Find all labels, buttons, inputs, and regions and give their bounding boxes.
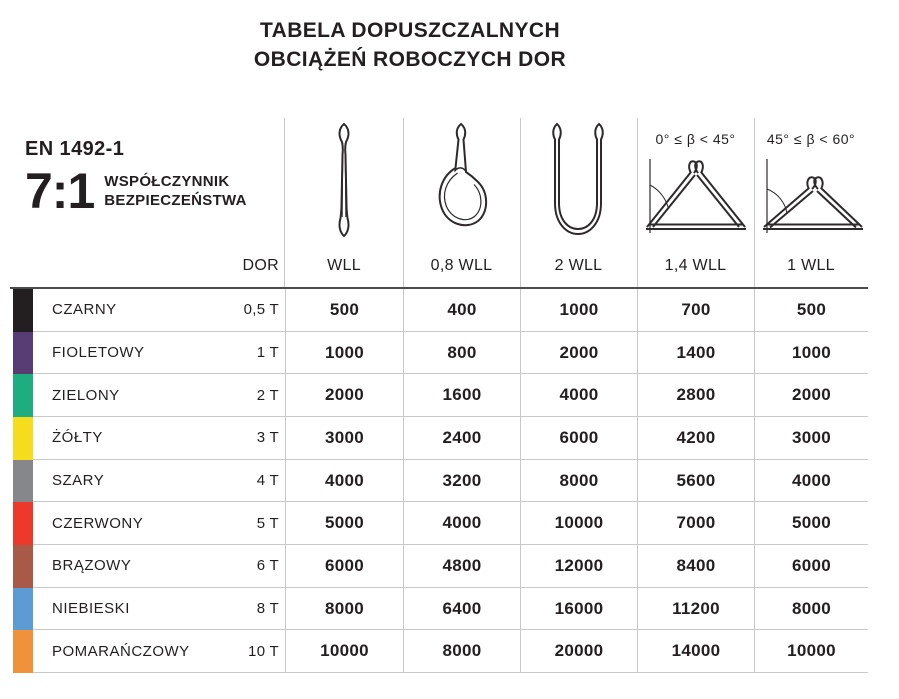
- wll-value: 1000: [285, 332, 403, 375]
- wll08-value: 1600: [403, 374, 520, 417]
- two-leg-sling-angle-45-icon: [640, 157, 752, 237]
- standard-label: EN 1492-1: [25, 138, 125, 160]
- wll2-value: 16000: [520, 588, 637, 631]
- color-swatch: [13, 289, 33, 332]
- color-name: SZARY: [52, 472, 105, 490]
- wll-value: 5000: [285, 502, 403, 545]
- wll-value: 8000: [285, 588, 403, 631]
- two-leg-sling-angle-60-icon: [757, 157, 869, 237]
- choker-hitch-sling-icon: [433, 121, 489, 239]
- standard-block: [25, 138, 275, 219]
- safety-factor: [25, 163, 275, 219]
- page-title-line1: TABELA DOPUSZCZALNYCH: [259, 19, 561, 42]
- dor-value: 10 T: [248, 642, 279, 660]
- wll2-value: 4000: [520, 374, 637, 417]
- wll2-value: 12000: [520, 545, 637, 588]
- wll1-value: 500: [754, 289, 868, 332]
- table-row-fioletowy: [13, 332, 868, 375]
- wll1-value: 10000: [754, 630, 868, 673]
- wll2-value: 20000: [520, 630, 637, 673]
- wll08-value: 400: [403, 289, 520, 332]
- wll-value: 500: [285, 289, 403, 332]
- wll2-value: 2000: [520, 332, 637, 375]
- color-swatch: [13, 417, 33, 460]
- wll1-value: 1000: [754, 332, 868, 375]
- wll08-value: 6400: [403, 588, 520, 631]
- wll2-value: 6000: [520, 417, 637, 460]
- wll14-value: 700: [637, 289, 754, 332]
- table-body: [13, 289, 868, 673]
- wll-value: 6000: [285, 545, 403, 588]
- page-title-line2: OBCIĄŻEŃ ROBOCZYCH DOR: [253, 48, 567, 72]
- table-row-pomaranczowy: [13, 630, 868, 673]
- dor-value: 8 T: [256, 600, 279, 618]
- wll14-value: 5600: [637, 460, 754, 503]
- angle-range-45-label: 0° ≤ β < 45°: [655, 131, 736, 147]
- dor-value: 5 T: [256, 514, 279, 532]
- table-row-zolty: [13, 417, 868, 460]
- wll08-value: 2400: [403, 417, 520, 460]
- wll1-value: 3000: [754, 417, 868, 460]
- wll1-value: 4000: [754, 460, 868, 503]
- single-vertical-sling-icon: [329, 121, 359, 239]
- dor-value: 4 T: [256, 472, 279, 490]
- color-name: ŻÓŁTY: [52, 429, 103, 447]
- header-08wll: 0,8 WLL: [430, 257, 493, 274]
- table-row-brazowy: [13, 545, 868, 588]
- color-swatch: [13, 588, 33, 631]
- color-swatch: [13, 460, 33, 503]
- color-name: ZIELONY: [52, 386, 120, 404]
- header-14wll: 1,4 WLL: [664, 257, 727, 274]
- wll14-value: 4200: [637, 417, 754, 460]
- table-row-zielony: [13, 374, 868, 417]
- dor-value: 1 T: [256, 344, 279, 361]
- color-name: POMARAŃCZOWY: [52, 642, 190, 660]
- dor-value: 2 T: [256, 386, 279, 404]
- color-name: BRĄZOWY: [52, 557, 132, 575]
- safety-factor-ratio: 7:1: [25, 163, 95, 219]
- table-row-szary: [13, 460, 868, 503]
- color-swatch: [13, 545, 33, 588]
- color-name: FIOLETOWY: [52, 344, 145, 361]
- wll-value: 4000: [285, 460, 403, 503]
- header-2wll: 2 WLL: [554, 257, 603, 274]
- wll08-value: 4000: [403, 502, 520, 545]
- color-swatch: [13, 332, 33, 375]
- wll08-value: 3200: [403, 460, 520, 503]
- wll1-value: 8000: [754, 588, 868, 631]
- wll08-value: 8000: [403, 630, 520, 673]
- wll2-value: 8000: [520, 460, 637, 503]
- color-swatch: [13, 502, 33, 545]
- header-dor: DOR: [242, 257, 279, 274]
- header-wll: WLL: [327, 257, 361, 274]
- wll-value: 3000: [285, 417, 403, 460]
- dor-value: 6 T: [256, 557, 279, 575]
- color-swatch: [13, 630, 33, 673]
- page-title: [160, 16, 660, 75]
- wll08-value: 4800: [403, 545, 520, 588]
- wll-value: 2000: [285, 374, 403, 417]
- wll14-value: 11200: [637, 588, 754, 631]
- wll-value: 10000: [285, 630, 403, 673]
- wll14-value: 7000: [637, 502, 754, 545]
- header-1wll: 1 WLL: [787, 257, 835, 274]
- color-name: NIEBIESKI: [52, 600, 130, 618]
- safety-factor-label: WSPÓŁCZYNNIK BEZPIECZEŃSTWA: [104, 172, 247, 210]
- wll08-value: 800: [403, 332, 520, 375]
- table-row-czarny: [13, 289, 868, 332]
- wll1-value: 6000: [754, 545, 868, 588]
- wll14-value: 8400: [637, 545, 754, 588]
- wll14-value: 14000: [637, 630, 754, 673]
- angle-range-60-label: 45° ≤ β < 60°: [766, 131, 856, 147]
- wll2-value: 10000: [520, 502, 637, 545]
- color-name: CZERWONY: [52, 514, 144, 532]
- wll14-value: 1400: [637, 332, 754, 375]
- table-row-czerwony: [13, 502, 868, 545]
- basket-hitch-sling-icon: [545, 121, 611, 239]
- wll2-value: 1000: [520, 289, 637, 332]
- wll1-value: 5000: [754, 502, 868, 545]
- color-swatch: [13, 374, 33, 417]
- color-name: CZARNY: [52, 301, 117, 319]
- dor-value: 0,5 T: [243, 301, 279, 319]
- table-row-niebieski: [13, 588, 868, 631]
- dor-value: 3 T: [256, 429, 279, 447]
- wll1-value: 2000: [754, 374, 868, 417]
- table-header-row: [13, 245, 868, 287]
- wll14-value: 2800: [637, 374, 754, 417]
